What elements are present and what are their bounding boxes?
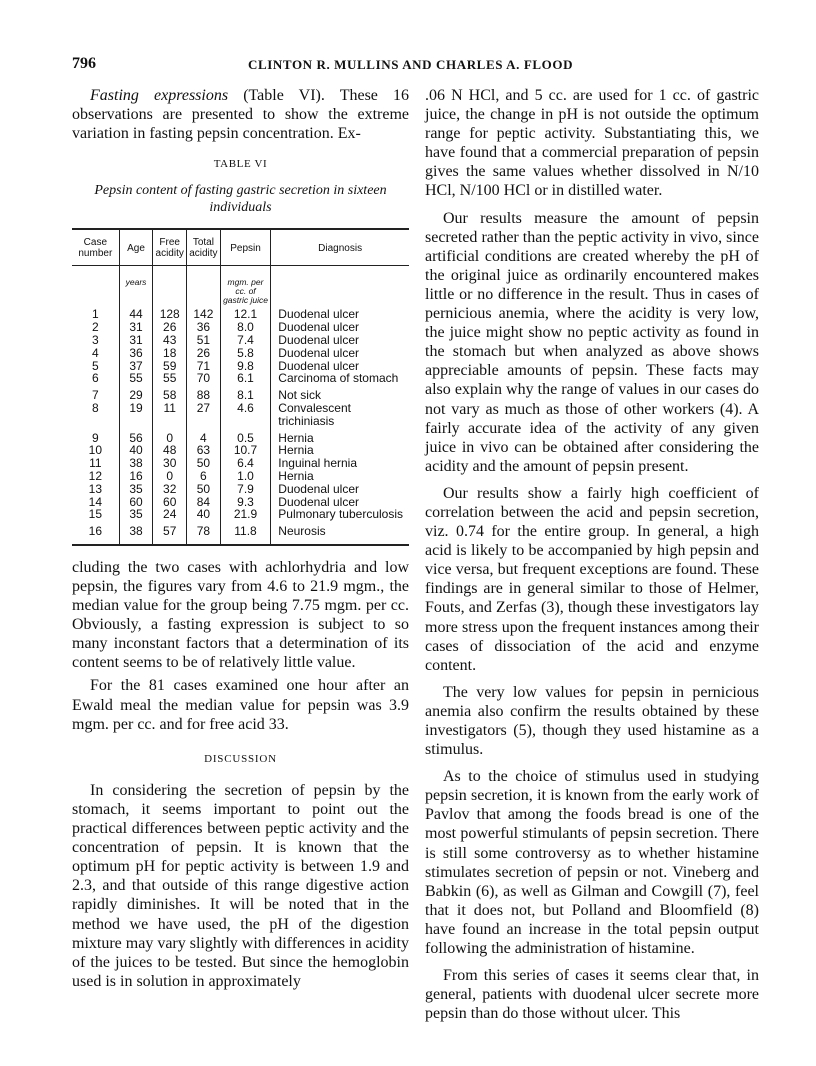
cell-total-acidity: 4: [187, 428, 221, 445]
cell-diagnosis: Duodenal ulcer: [271, 360, 409, 373]
cell-case: 13: [88, 481, 103, 496]
cell-pepsin: 5.8: [220, 347, 271, 360]
page-number: 796: [72, 55, 96, 72]
right-column: [425, 86, 759, 1023]
cell-case: 10: [88, 443, 103, 458]
cell-free-acidity: 26: [153, 321, 187, 334]
cell-pepsin: 6.4: [220, 457, 271, 470]
table-row: [72, 470, 409, 483]
cell-total-acidity: 27: [187, 402, 221, 428]
cell-diagnosis: Not sick: [271, 385, 409, 402]
units-pepsin: mgm. per cc. of gastric juice: [220, 266, 271, 309]
cell-free-acidity: 59: [153, 360, 187, 373]
table-row: [72, 385, 409, 402]
cell-case: 14: [88, 494, 103, 509]
cell-pepsin: 7.9: [220, 483, 271, 496]
cell-free-acidity: 11: [153, 402, 187, 428]
cell-age: 35: [119, 483, 153, 496]
paragraph-continued: .06 N HCl, and 5 cc. are used for 1 cc. of gastric juice, the change in pH is not outside the optimum range for peptic activity. Substantiating this, we have found that a commercial preparation of pepsin gives the same values whether dissolved in N/10 HCl, N/100 HCl or in distilled water.: [425, 87, 759, 200]
section-heading-discussion: DISCUSSION: [204, 752, 277, 765]
header-free-acidity: Free acidity: [153, 229, 187, 266]
paragraph-text: (Table VI). These 16 observations are presented to show the extreme variation in fasting pepsin concentration. Ex-: [72, 87, 410, 143]
cell-diagnosis: Convalescent trichiniasis: [271, 402, 409, 428]
header-pepsin: Pepsin: [220, 229, 271, 266]
cell-age: 44: [119, 308, 153, 321]
table-row: [72, 508, 409, 521]
cell-pepsin: 10.7: [220, 444, 271, 457]
cell-pepsin: 1.0: [220, 470, 271, 483]
table-row: [72, 372, 409, 385]
cell-diagnosis: Duodenal ulcer: [271, 496, 409, 509]
table-row: [72, 347, 409, 360]
table-label: TABLE VI: [213, 158, 268, 171]
cell-free-acidity: 128: [153, 308, 187, 321]
paragraph-ewald-meal: For the 81 cases examined one hour after an Ewald meal the median value for pepsin was 3.9 mgm. per cc. and for free acid 33.: [72, 677, 409, 733]
cell-case: 3: [91, 332, 99, 347]
cell-case: 9: [91, 430, 99, 445]
cell-diagnosis: Carcinoma of stomach: [271, 372, 409, 385]
cell-diagnosis: Duodenal ulcer: [271, 321, 409, 334]
paragraph-excluding-cases: cluding the two cases with achlorhydria and low pepsin, the figures vary from 4.6 to 21.9 mgm., the median value for the group being 7.75 mgm. per cc. Obviously, a fasting expression is subject to so many inconstant factors that a determination of its content seems to be of relatively little value.: [72, 558, 409, 672]
cell-case: 8: [91, 400, 99, 415]
cell-free-acidity: 58: [153, 385, 187, 402]
cell-case: 12: [88, 468, 103, 483]
cell-total-acidity: 70: [187, 372, 221, 385]
cell-free-acidity: 30: [153, 457, 187, 470]
left-column: [72, 86, 409, 991]
cell-total-acidity: 50: [187, 483, 221, 496]
cell-pepsin: 12.1: [220, 308, 271, 321]
cell-case: 5: [91, 358, 99, 373]
paragraph-lead-italic: Fasting expressions: [90, 87, 229, 104]
cell-free-acidity: 32: [153, 483, 187, 496]
cell-pepsin: 8.0: [220, 321, 271, 334]
cell-pepsin: 9.3: [220, 496, 271, 509]
cell-case: 4: [91, 345, 99, 360]
paragraph-fasting-expressions: [72, 86, 409, 143]
cell-pepsin: 6.1: [220, 372, 271, 385]
cell-age: 40: [119, 444, 153, 457]
cell-total-acidity: 63: [187, 444, 221, 457]
cell-total-acidity: 84: [187, 496, 221, 509]
header-age: Age: [119, 229, 153, 266]
cell-total-acidity: 71: [187, 360, 221, 373]
table-row: [72, 402, 409, 428]
cell-case: 1: [91, 307, 99, 322]
cell-case: 11: [89, 456, 102, 471]
cell-total-acidity: 51: [187, 334, 221, 347]
cell-age: 31: [119, 334, 153, 347]
cell-pepsin: 0.5: [220, 428, 271, 445]
cell-age: 29: [119, 385, 153, 402]
cell-free-acidity: 55: [153, 372, 187, 385]
cell-pepsin: 7.4: [220, 334, 271, 347]
cell-free-acidity: 57: [153, 521, 187, 545]
cell-pepsin: 8.1: [220, 385, 271, 402]
cell-pepsin: 9.8: [220, 360, 271, 373]
pepsin-table: [72, 228, 409, 546]
cell-diagnosis: Duodenal ulcer: [271, 334, 409, 347]
cell-pepsin: 4.6: [220, 402, 271, 428]
paragraph-duodenal-ulcer: From this series of cases it seems clear that, in general, patients with duodenal ulcer secrete more pepsin than do those without ulcer. This: [425, 967, 759, 1023]
running-head: CLINTON R. MULLINS AND CHARLES A. FLOOD: [248, 57, 574, 72]
table-row: [72, 483, 409, 496]
cell-diagnosis: Duodenal ulcer: [271, 483, 409, 496]
cell-age: 38: [119, 457, 153, 470]
cell-total-acidity: 26: [187, 347, 221, 360]
cell-free-acidity: 0: [153, 470, 187, 483]
cell-free-acidity: 48: [153, 444, 187, 457]
cell-diagnosis: Hernia: [271, 470, 409, 483]
cell-age: 35: [119, 508, 153, 521]
cell-total-acidity: 6: [187, 470, 221, 483]
table-row: [72, 334, 409, 347]
cell-free-acidity: 60: [153, 496, 187, 509]
cell-diagnosis: Duodenal ulcer: [271, 347, 409, 360]
table-row: [72, 521, 409, 545]
cell-total-acidity: 142: [187, 308, 221, 321]
cell-diagnosis: Duodenal ulcer: [271, 308, 409, 321]
cell-diagnosis: Pulmonary tuberculosis: [271, 508, 409, 521]
paragraph-correlation: Our results show a fairly high coefficient of correlation between the acid and pepsin secretion, viz. 0.74 for the entire group. In general, a high acid is likely to be accompanied by high pepsin and vice versa, but frequent exceptions are found. These findings are in general similar to those of Helmer, Fouts, and Zerfas (3), though these investigators lay more stress upon the frequent instances among their cases of dissociation of the acid and enzyme content.: [425, 484, 759, 674]
table-caption: Pepsin content of fasting gastric secretion in sixteen individuals: [94, 183, 387, 216]
cell-age: 55: [119, 372, 153, 385]
cell-diagnosis: Neurosis: [271, 521, 409, 545]
cell-diagnosis: Hernia: [271, 428, 409, 445]
cell-free-acidity: 18: [153, 347, 187, 360]
cell-age: 37: [119, 360, 153, 373]
cell-total-acidity: 78: [187, 521, 221, 545]
cell-free-acidity: 43: [153, 334, 187, 347]
cell-age: 38: [119, 521, 153, 545]
paragraph-pernicious-anemia: The very low values for pepsin in pernicious anemia also confirm the results obtained by these investigators (5), though they used histamine as a stimulus.: [425, 683, 759, 759]
cell-age: 36: [119, 347, 153, 360]
header-case-number: Case number: [72, 229, 119, 266]
cell-diagnosis: Hernia: [271, 444, 409, 457]
cell-case: 7: [91, 388, 99, 403]
cell-age: 16: [119, 470, 153, 483]
units-age: years: [119, 266, 153, 309]
cell-total-acidity: 50: [187, 457, 221, 470]
cell-case: 2: [91, 320, 99, 335]
cell-total-acidity: 88: [187, 385, 221, 402]
cell-free-acidity: 0: [153, 428, 187, 445]
cell-free-acidity: 24: [153, 508, 187, 521]
cell-age: 60: [119, 496, 153, 509]
paragraph-stimulus: As to the choice of stimulus used in studying pepsin secretion, it is known from the early work of Pavlov that among the foods bread is one of the most powerful stimulants of pepsin secretion. There is still some controversy as to whether histamine stimulates secretion of pepsin or not. Vineberg and Babkin (6), as well as Gilman and Cowgill (7), feel that it does not, but Polland and Bloomfield (8) have found an increase in the total pepsin output following the administration of histamine.: [425, 768, 759, 958]
cell-age: 19: [119, 402, 153, 428]
cell-case: 15: [88, 507, 103, 522]
header-diagnosis: Diagnosis: [271, 229, 409, 266]
header-total-acidity: Total acidity: [187, 229, 221, 266]
cell-total-acidity: 40: [187, 508, 221, 521]
units-row: [72, 266, 409, 309]
table-row: [72, 428, 409, 445]
cell-case: 6: [91, 371, 99, 386]
cell-age: 56: [119, 428, 153, 445]
cell-pepsin: 11.8: [220, 521, 271, 545]
table-header-row: [72, 229, 409, 266]
cell-diagnosis: Inguinal hernia: [271, 457, 409, 470]
paragraph-results-measure: Our results measure the amount of pepsin secreted rather than the peptic activity in vivo, since artificial conditions are created whereby the pH of the original juice as ordinarily encountered makes little or no difference in the result. Thus in cases of pernicious anemia, where the acidity is very low, the juice might show no peptic activity as found in the stomach but when analyzed as above shows appreciable amounts of pepsin. These facts may also explain why the range of values in our cases do not vary as much as those of other workers (4). A fairly accurate idea of the activity of any given juice in vivo can be obtained after considering the acidity and the amount of pepsin present.: [425, 209, 759, 475]
cell-age: 31: [119, 321, 153, 334]
paragraph-discussion: In considering the secretion of pepsin by the stomach, it seems important to point out the practical differences between peptic activity and the concentration of pepsin. It is known that the optimum pH for peptic activity is between 1.9 and 2.3, and that outside of this range digestive action rapidly diminishes. It will be noted that in the method we have used, the pH of the digestion mixture may vary slightly with differences in acidity of the juices to be tested. But since the hemoglobin used is in solution in approximately: [72, 781, 409, 990]
cell-total-acidity: 36: [187, 321, 221, 334]
cell-case: 16: [88, 524, 103, 539]
cell-pepsin: 21.9: [220, 508, 271, 521]
